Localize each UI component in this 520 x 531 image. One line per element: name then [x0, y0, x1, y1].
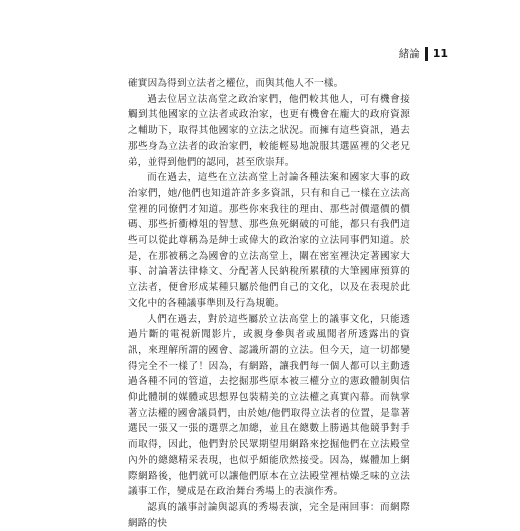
body-text [128, 76, 410, 531]
paragraph-continuation: 確實因為得到立法者之權位，而與其他人不一樣。 [128, 78, 344, 89]
running-header [399, 46, 448, 61]
page-number: 11 [432, 47, 448, 60]
paragraph: 人們在過去，對於這些屬於立法高堂上的議事文化，只能透過片斷的電視新聞影片，或親身參與者或風聞者所透露出的資訊，來理解所謂的國會、認識所謂的立法。但今天，這一切都變得完全不一樣了！因為，有網路，讓我們每一個人都可以主動透過各種不同的管道，去挖掘那些原本被三權分立的憲政體制與信仰此體制的媒體或思想界包裝精美的立法權之真實內幕。而執掌著立法權的國會議員們，由於她/他們取得立法者的位置，是靠著選民一張又一張的選票之加總，並且在總數上勝過其他競爭對手而取得，因此，他們對於民眾期望用網路來挖掘他們在立法殿堂內外的總總精采表現，也似乎頗能欣然接受。因為，媒體加上網際網路後，他們就可以讓他們原本在立法殿堂裡枯燥乏味的立法議事工作，變成是在政治舞台秀場上的表演作秀。 [128, 313, 410, 498]
paragraph: 而在過去，這些在立法高堂上討論各種法案和國家大事的政治家們，她/他們也知道許許多多資訊，只有和自己一樣在立法高堂裡的同僚們才知道。那些你來我往的理由、那些討價還價的價碼、那些折衝樽俎的智慧、那些魚死網破的可能，都只有我們這些可以從此尊稱為是紳士或偉大的政治家的立法同事們知道。於是，在那被稱之為國會的立法高堂上，關在密室裡決定著國家大事、討論著法律條文、分配著人民納稅所累積的大筆國庫預算的立法者，便會形成某種只屬於他們自己的文化，以及在表現於此文化中的各種議事準則及行為規範。 [128, 172, 410, 309]
header-divider-bar [425, 47, 428, 61]
running-header-section: 緒論 [398, 48, 420, 60]
paragraph: 認真的議事討論與認真的秀場表演，完全是兩回事：而網際網路的快 [128, 501, 410, 529]
paragraph: 過去位居立法高堂之政治家們，他們較其他人，可有機會接觸到其他國家的立法者或政治家，也更有機會在龐大的政府資源之輔助下，取得其他國家的立法之狀況。而擁有這些資訊，過去那些身為立法者的政治家們，較能輕易地說服其選區裡的父老兄弟，並得到他們的認同，甚至欣崇拜。 [128, 93, 410, 168]
